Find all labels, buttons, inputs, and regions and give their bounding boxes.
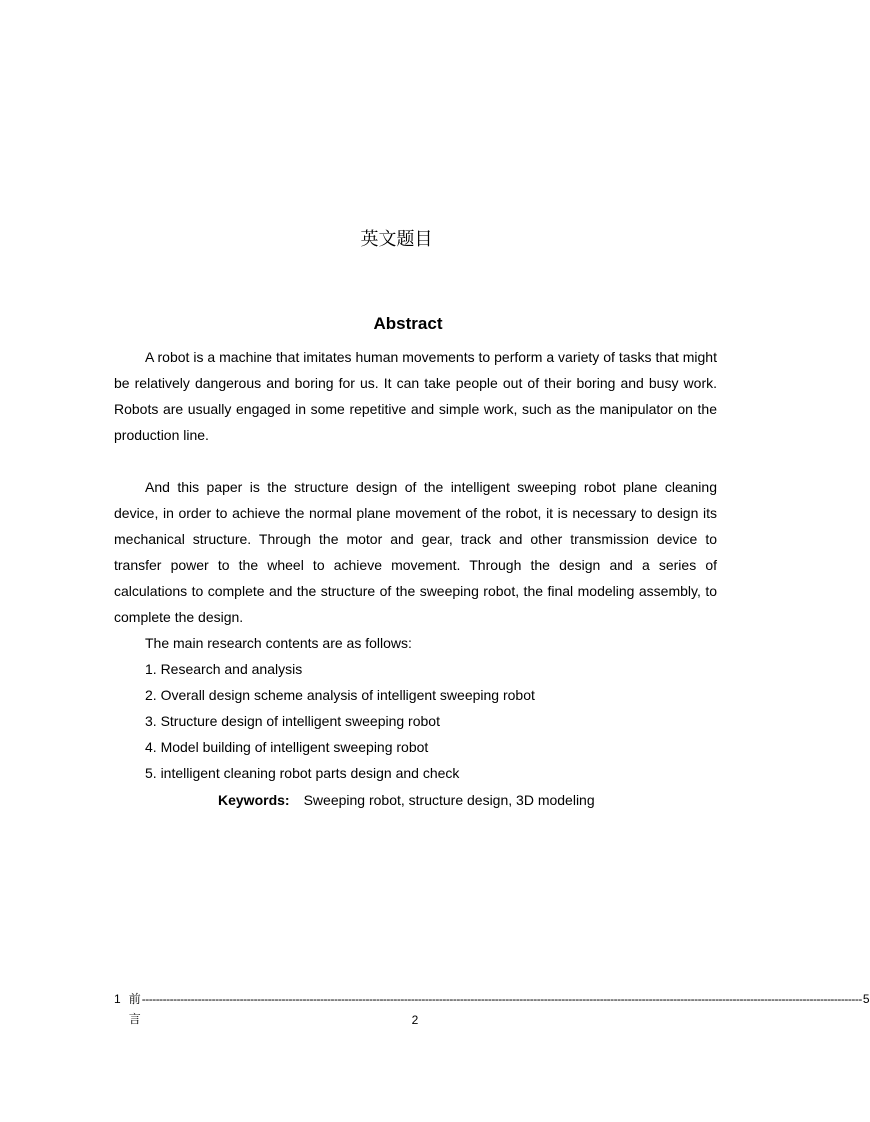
toc-entry-number: 1 xyxy=(114,992,121,1006)
toc-dot-leader: -------------------------------------------------------------------------------------------------------------------------------------------------------------------------------------------------------------- xyxy=(141,992,862,1006)
list-item: 3. Structure design of intelligent sweeping robot xyxy=(145,713,440,729)
contents-intro: The main research contents are as follows: xyxy=(145,635,412,651)
abstract-paragraph-2 xyxy=(114,474,717,630)
list-item: 1. Research and analysis xyxy=(145,661,303,677)
keywords-value: Sweeping robot, structure design, 3D modeling xyxy=(303,792,595,808)
paragraph-text: A robot is a machine that imitates human movements to perform a variety of tasks that might be relatively dangerous and boring for us. It can take people out of their boring and busy work. Robots are usually engaged in some repetitive and simple work, such as the manipulator on the production line. xyxy=(114,349,717,443)
list-item: 2. Overall design scheme analysis of intelligent sweeping robot xyxy=(145,687,535,703)
abstract-heading: Abstract xyxy=(373,314,443,333)
toc-entry-page: 5 xyxy=(862,992,870,1006)
english-title: 英文题目 xyxy=(360,229,433,250)
abstract-paragraph-1 xyxy=(114,344,717,448)
paragraph-text: And this paper is the structure design of the intelligent sweeping robot plane cleaning device, in order to achieve the normal plane movement of the robot, it is necessary to design its mechanical structure. Through the motor and gear, track and other transmission device to transfer power to the wheel to achieve movement. Through the design and a series of calculations to complete and the structure of the sweeping robot, the final modeling assembly, to complete the design. xyxy=(114,479,717,625)
research-contents xyxy=(145,630,717,786)
toc-entry-title: 前言 xyxy=(128,992,141,1026)
keywords-label: Keywords: xyxy=(218,792,290,808)
keywords-line xyxy=(218,787,595,813)
page-number: 2 xyxy=(411,1013,419,1027)
list-item: 4. Model building of intelligent sweeping robot xyxy=(145,739,429,755)
list-item: 5. intelligent cleaning robot parts design and check xyxy=(145,765,460,781)
